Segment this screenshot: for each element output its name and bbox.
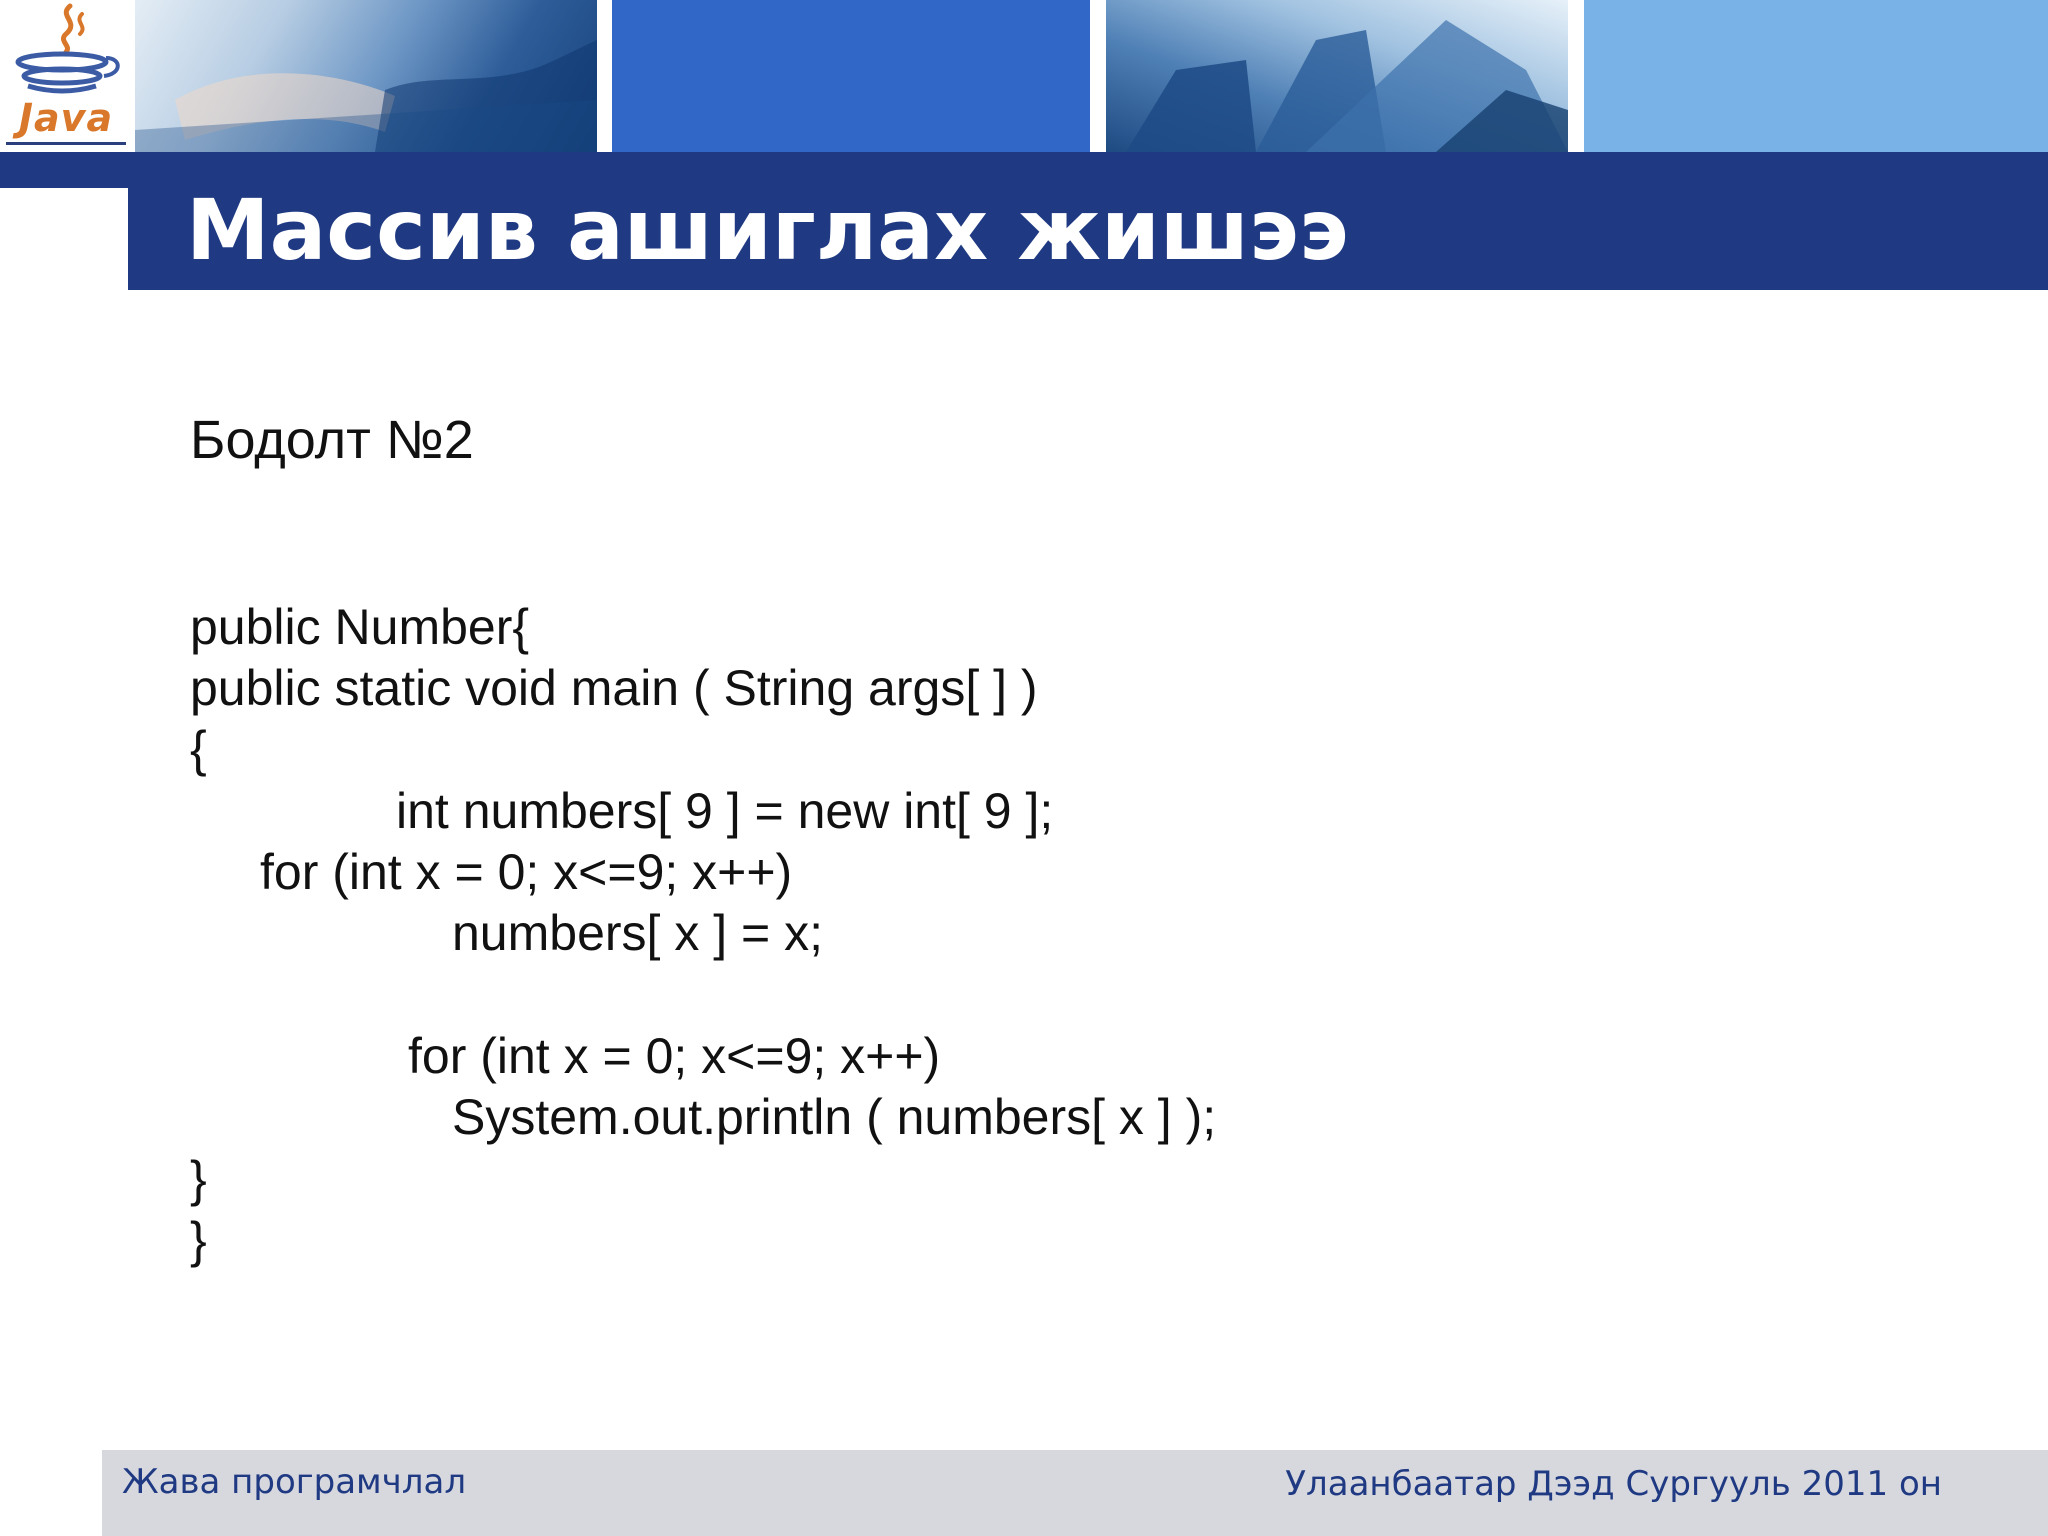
code-line: } [190, 1212, 207, 1268]
code-line: public Number{ [190, 599, 530, 655]
header-color-block [612, 0, 1090, 152]
code-line: int numbers[ 9 ] = new int[ 9 ]; [396, 783, 1054, 839]
footer-school-year: Улаанбаатар Дээд Сургууль 2011 он [1285, 1464, 1942, 1504]
java-logo [0, 0, 135, 152]
slide-title: Массив ашиглах жишээ [186, 181, 1349, 279]
header-image-keyboard [135, 0, 597, 152]
code-line: { [190, 721, 207, 777]
code-line: numbers[ x ] = x; [452, 905, 823, 961]
code-line: for (int x = 0; x<=9; x++) [408, 1028, 941, 1084]
logo-text: Java [18, 96, 114, 140]
code-line: } [190, 1151, 207, 1207]
code-line: System.out.println ( numbers[ x ] ); [452, 1089, 1217, 1145]
logo-underline [6, 142, 126, 145]
coffee-cup-icon [0, 0, 135, 96]
header-image-buildings [1106, 0, 1568, 152]
header-banner [0, 0, 2048, 156]
solution-heading: Бодолт №2 [190, 410, 474, 470]
footer-course-name: Жава програмчлал [122, 1462, 467, 1502]
code-line: public static void main ( String args[ ] ) [190, 660, 1038, 716]
code-line: for (int x = 0; x<=9; x++) [260, 844, 793, 900]
title-notch [0, 188, 128, 290]
header-sky-block [1584, 0, 2048, 152]
